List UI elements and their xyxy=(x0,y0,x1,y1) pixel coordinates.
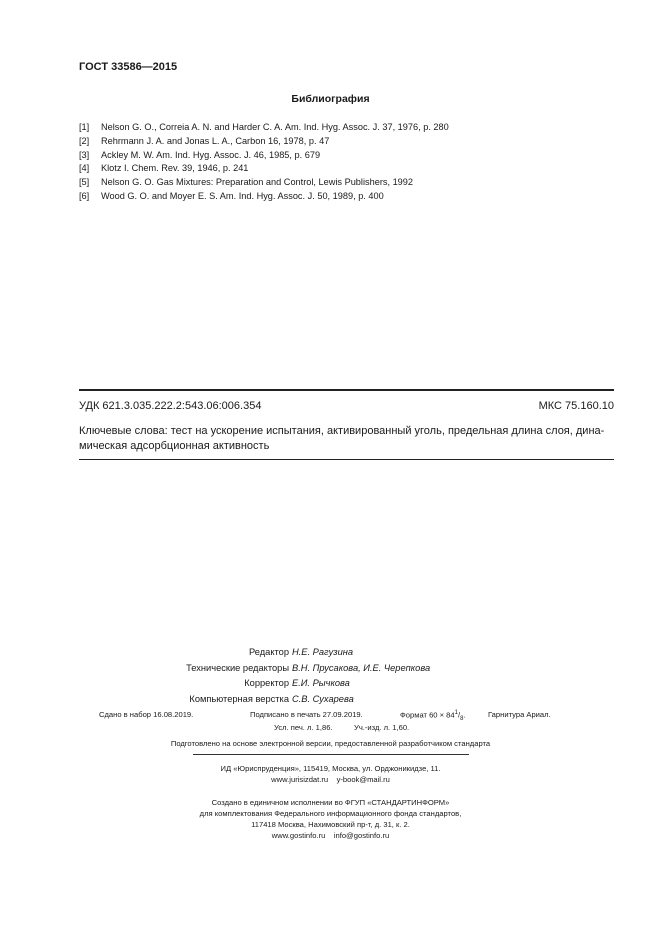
publisher-website[interactable]: www.jurisizdat.ru xyxy=(271,775,329,784)
imprint-format: Формат $60 \times 84^1/_8$. xyxy=(400,710,466,723)
credit-label: Технические редакторы xyxy=(186,662,289,673)
publisher-email[interactable]: y-book@mail.ru xyxy=(336,775,390,784)
producer-line: Создано в единичном исполнении во ФГУП «СТАНДАРТИНФОРМ» xyxy=(211,798,450,807)
bibliography-reference: Klotz I. Chem. Rev. 39, 1946, p. 241 xyxy=(101,163,249,174)
bibliography-number: [1] xyxy=(79,122,90,132)
bibliography-item xyxy=(79,150,619,164)
bibliography-number: [5] xyxy=(79,177,90,188)
imprint-typeface: Гарнитура Ариал. xyxy=(488,710,551,719)
credit-tech-editors xyxy=(0,663,661,679)
bibliography-number: [2] xyxy=(79,135,90,146)
credit-name: Е.И. Рычкова xyxy=(292,678,350,689)
producer-line: для комплектования Федерального информационного фонда стандартов, xyxy=(199,809,462,818)
mks-code: МКС 75.160.10 xyxy=(538,400,614,412)
bibliography-number: [6] xyxy=(79,190,90,201)
producer-contacts xyxy=(0,831,661,840)
section-divider-thick xyxy=(79,389,614,391)
credit-name: В.Н. Прусакова, И.Е. Черепкова xyxy=(292,662,431,673)
keywords-line: Ключевые слова: тест на ускорение испытания, активированный уголь, предельная длина слоя, дина- xyxy=(79,425,605,437)
bibliography-list xyxy=(79,122,619,205)
bibliography-reference: Rehrmann J. A. and Jonas L. A., Carbon 16, 1978, p. 47 xyxy=(101,135,330,146)
imprint-signed: Подписано в печать 27.09.2019. xyxy=(250,710,363,719)
producer-email[interactable]: info@gostinfo.ru xyxy=(333,831,390,840)
credits-block xyxy=(0,647,661,709)
imprint-prepared: Подготовлено на основе электронной версии, предоставленной разработчиком стандарта xyxy=(170,739,491,748)
imprint-divider xyxy=(193,754,469,755)
keywords-block xyxy=(79,424,619,454)
bibliography-reference: Wood G. O. and Moyer E. S. Am. Ind. Hyg. Assoc. J. 50, 1989, p. 400 xyxy=(101,190,384,201)
bibliography-reference: Ackley M. W. Am. Ind. Hyg. Assoc. J. 46, 1985, p. 679 xyxy=(101,149,321,160)
bibliography-title: Библиография xyxy=(291,93,370,105)
credit-label: Компьютерная верстка xyxy=(189,693,289,704)
credit-layout xyxy=(0,694,661,710)
keywords-line: мическая адсорбционная активность xyxy=(79,440,270,452)
bibliography-item xyxy=(79,136,619,150)
imprint-printed-sheets: Усл. печ. л. 1,86. xyxy=(274,723,333,732)
credit-name: С.В. Сухарева xyxy=(292,693,354,704)
section-divider-thin xyxy=(79,459,614,460)
credit-name: Н.Е. Рагузина xyxy=(292,647,354,657)
udk-code: УДК 621.3.035.222.2:543.06:006.354 xyxy=(79,400,262,412)
producer-address: 117418 Москва, Нахимовский пр-т, д. 31, к. 2. xyxy=(251,820,410,829)
bibliography-item xyxy=(79,177,619,191)
credit-editor xyxy=(0,647,661,663)
bibliography-reference: Nelson G. O., Correia A. N. and Harder C. A. Am. Ind. Hyg. Assoc. J. 37, 1976, p. 280 xyxy=(101,122,449,132)
bibliography-item xyxy=(79,163,619,177)
publisher-contacts xyxy=(0,775,661,784)
bibliography-item xyxy=(79,191,619,205)
publisher-address: ИД «Юриспруденция», 115419, Москва, ул. Орджоникидзе, 11. xyxy=(220,764,441,773)
standard-number: ГОСТ 33586—2015 xyxy=(79,61,178,73)
producer-website[interactable]: www.gostinfo.ru xyxy=(271,831,326,840)
bibliography-number: [3] xyxy=(79,149,90,160)
bibliography-item xyxy=(79,122,619,136)
credit-label: Редактор xyxy=(248,647,289,657)
bibliography-number: [4] xyxy=(79,163,90,174)
credit-label: Корректор xyxy=(244,678,289,689)
imprint-submitted: Сдано в набор 16.08.2019. xyxy=(99,710,194,719)
bibliography-reference: Nelson G. O. Gas Mixtures: Preparation and Control, Lewis Publishers, 1992 xyxy=(101,177,414,188)
imprint-publishing-sheets: Уч.-изд. л. 1,60. xyxy=(354,723,410,732)
credit-corrector xyxy=(0,678,661,694)
